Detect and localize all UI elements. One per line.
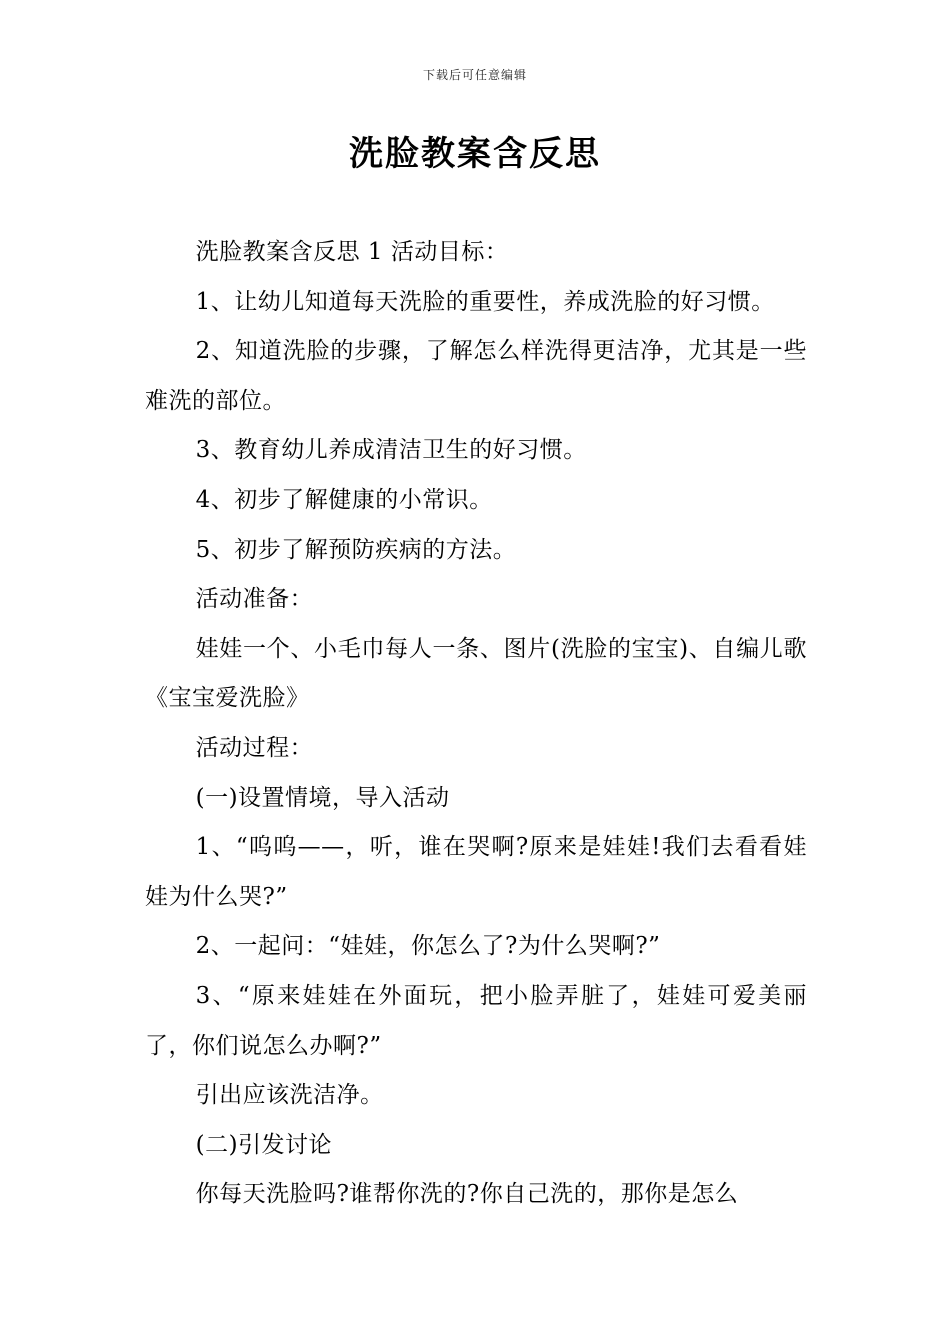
- paragraph: 2、一起问：“娃娃，你怎么了?为什么哭啊?”: [195, 933, 661, 960]
- paragraph: 洗脸教案含反思 1 活动目标：: [195, 239, 509, 265]
- paragraph: 2、知道洗脸的步骤，了解怎么样洗得更洁净，尤其是一些难洗的部位。: [145, 338, 807, 414]
- paragraph: 活动准备：: [195, 586, 314, 613]
- paragraph: 1、“呜呜——，听，谁在哭啊?原来是娃娃!我们去看看娃娃为什么哭?”: [145, 834, 807, 910]
- paragraph: 1、让幼儿知道每天洗脸的重要性，养成洗脸的好习惯。: [195, 288, 775, 315]
- paragraph: 引出应该洗洁净。: [195, 1082, 384, 1109]
- paragraph: 5、初步了解预防疾病的方法。: [195, 536, 517, 563]
- paragraph: (一)设置情境，导入活动: [195, 784, 450, 811]
- paragraph: 你每天洗脸吗?谁帮你洗的?你自己洗的，那你是怎么: [195, 1181, 739, 1208]
- header-note: 下载后可任意编辑: [422, 68, 527, 82]
- paragraph: 活动过程：: [195, 734, 314, 761]
- paragraph: 3、“原来娃娃在外面玩，把小脸弄脏了，娃娃可爱美丽了，你们说怎么办啊?”: [145, 982, 807, 1059]
- paragraph: 3、教育幼儿养成清洁卫生的好习惯。: [195, 437, 587, 464]
- paragraph: 娃娃一个、小毛巾每人一条、图片(洗脸的宝宝)、自编儿歌《宝宝爱洗脸》: [145, 635, 807, 712]
- paragraph: (二)引发讨论: [195, 1131, 333, 1158]
- paragraph: 4、初步了解健康的小常识。: [195, 486, 493, 513]
- document-title: 洗脸教案含反思: [349, 134, 601, 174]
- document-body: [145, 228, 807, 1220]
